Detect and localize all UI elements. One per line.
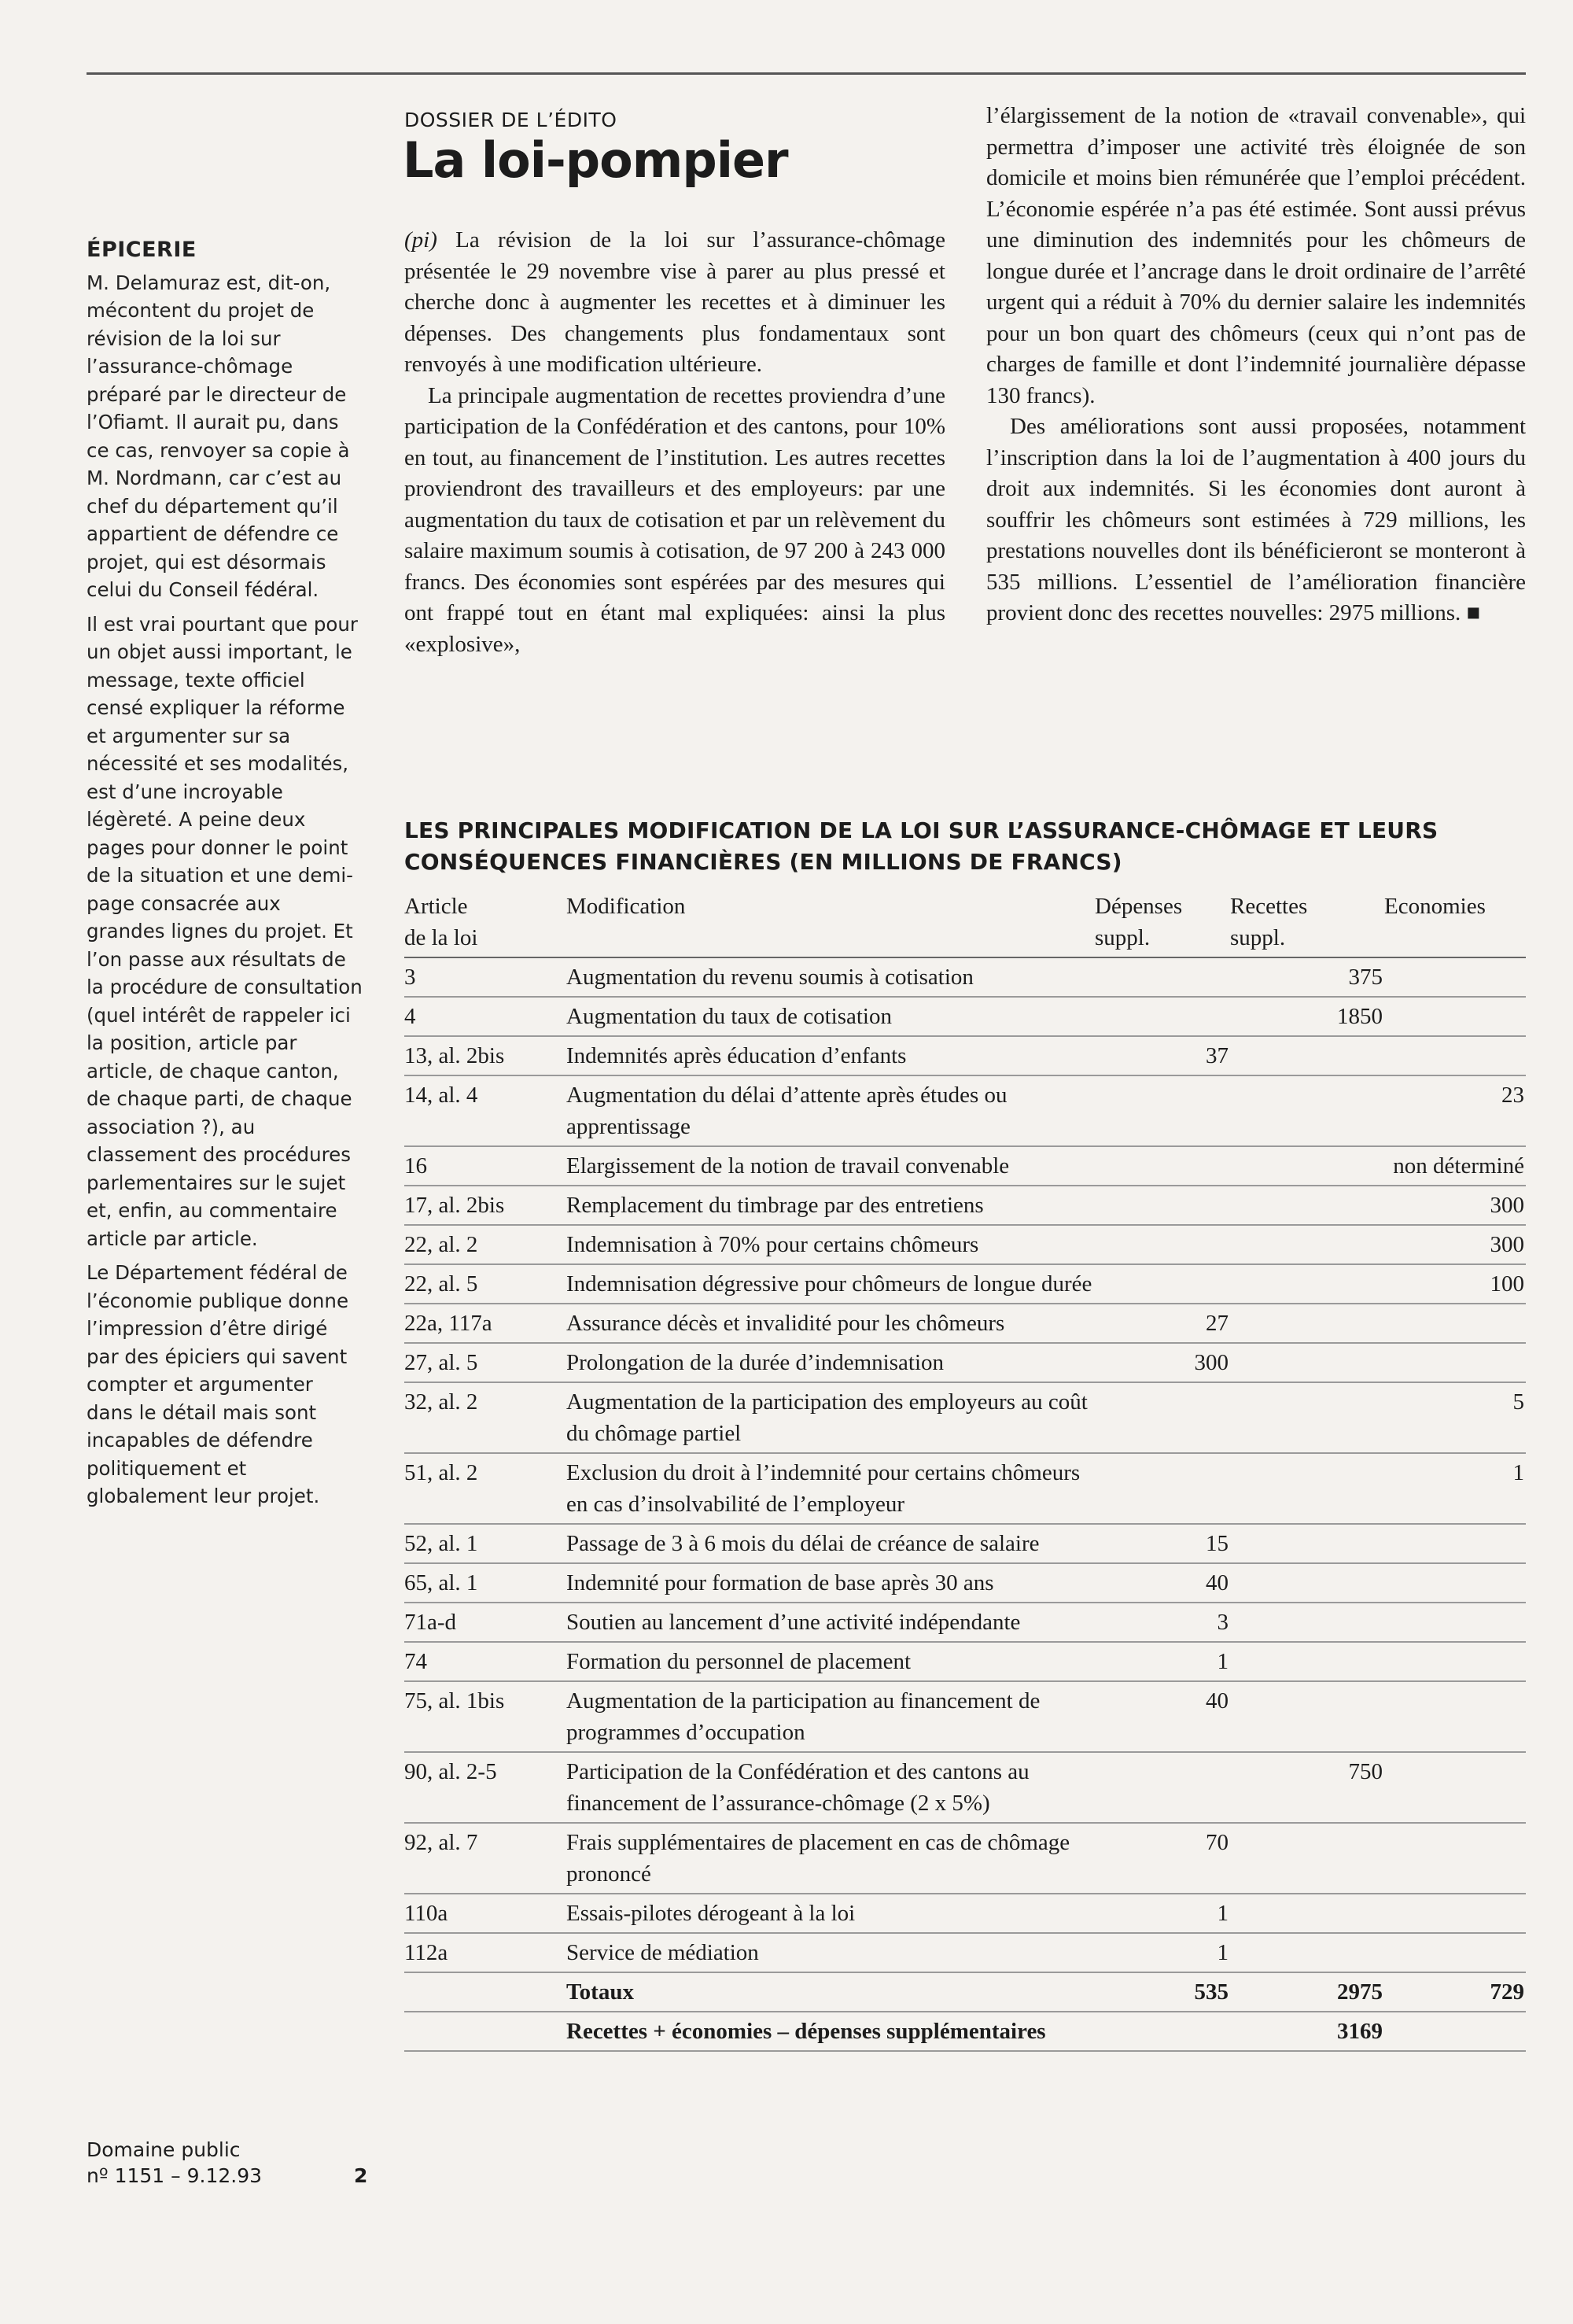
sidebar-paragraph: M. Delamuraz est, dit-on, mécontent du projet de révision de la loi sur l’assurance-chômage préparé par le directeur de l’Ofiamt. Il aurait pu, dans ce cas, renvoyer sa copie à M. Nordmann, car c’est au chef du département qu’il appartient de défendre ce projet, qui est désormais celui du Conseil fédéral. [87, 271, 350, 601]
cell-recettes [1230, 1642, 1384, 1681]
balance-label: Recettes + économies – dépenses supplémentaires [566, 2019, 1046, 2044]
cell-depenses: 1 [1217, 1940, 1229, 1965]
cell-modification: Participation de la Confédération et des cantons au financement de l’assurance-chômage (2 x 5%) [566, 1759, 1030, 1816]
cell-recettes [1230, 1382, 1384, 1453]
cell-article: 32, al. 2 [404, 1389, 478, 1415]
cell-modification: Elargissement de la notion de travail convenable [566, 1153, 1010, 1179]
cell-economies [1384, 1823, 1526, 1894]
cell-depenses [1095, 997, 1230, 1036]
table-row [404, 1075, 1526, 1146]
cell-economies: 300 [1490, 1193, 1524, 1218]
sidebar-paragraph: Le Département fédéral de l’économie publique donne l’impression d’être dirigé par des épiciers qui savent compter et argumenter dans le détail mais sont incapables de défendre politiquement et globalement leur projet. [87, 1261, 349, 1507]
cell-recettes [1230, 1933, 1384, 1972]
cell-article: 92, al. 7 [404, 1830, 478, 1855]
table-row [404, 1642, 1526, 1681]
table-row [404, 1524, 1526, 1563]
table-row [404, 1186, 1526, 1225]
cell-article: 16 [404, 1153, 427, 1179]
cell-article: 71a-d [404, 1610, 457, 1635]
table-row [404, 1304, 1526, 1343]
cell-modification: Service de médiation [566, 1940, 759, 1965]
cell-economies [1384, 1524, 1526, 1563]
page-footer [87, 2137, 370, 2189]
cell-recettes [1230, 1304, 1384, 1343]
cell-economies [1384, 1933, 1526, 1972]
issue-number: nº 1151 – 9.12.93 [87, 2164, 263, 2187]
cell-modification: Augmentation de la participation au financement de programmes d’occupation [566, 1688, 1041, 1745]
cell-article: 22, al. 5 [404, 1271, 478, 1297]
table-row [404, 1681, 1526, 1752]
table-row [404, 1382, 1526, 1453]
cell-modification: Essais-pilotes dérogeant à la loi [566, 1901, 856, 1926]
cell-article: 4 [404, 1004, 416, 1029]
cell-depenses [1095, 1752, 1230, 1823]
cell-economies [1384, 1343, 1526, 1382]
cell-depenses [1095, 1264, 1230, 1304]
article-paragraph: l’élargissement de la notion de «travail convenable», qui permettra d’imposer une activité très éloignée de son domicile et moins bien rémunérée que l’emploi précédent. L’économie espérée n’a pas été estimée. Sont aussi prévus une diminution des indemnités pour les chômeurs de longue durée et l’ancrage dans le droit ordinaire de l’arrêté urgent qui a réduit à 70% du dernier salaire les indemnités pour un bon quart des chômeurs (ceux qui n’ont pas de charges de famille et dont l’indemnité journalière dépasse 130 francs). [986, 103, 1526, 408]
sidebar-column [87, 236, 363, 1517]
cell-article: 65, al. 1 [404, 1570, 478, 1595]
cell-modification: Passage de 3 à 6 mois du délai de créance de salaire [566, 1531, 1040, 1556]
cell-article: 22, al. 2 [404, 1232, 478, 1257]
cell-economies [1384, 1563, 1526, 1603]
cell-article: 75, al. 1bis [404, 1688, 505, 1713]
cell-modification: Soutien au lancement d’une activité indépendante [566, 1610, 1021, 1635]
cell-modification: Augmentation du revenu soumis à cotisation [566, 965, 974, 990]
cell-economies: 1 [1512, 1460, 1524, 1485]
cell-depenses: 37 [1206, 1043, 1229, 1068]
cell-article: 22a, 117a [404, 1311, 492, 1336]
cell-economies [1384, 1304, 1526, 1343]
cell-economies [1384, 997, 1526, 1036]
cell-modification: Indemnités après éducation d’enfants [566, 1043, 907, 1068]
modifications-table [404, 889, 1526, 2052]
end-mark: ■ [1466, 600, 1481, 625]
cell-depenses: 15 [1206, 1531, 1229, 1556]
totals-depenses: 535 [1194, 1979, 1229, 2005]
cell-modification: Prolongation de la durée d’indemnisation [566, 1350, 945, 1375]
cell-depenses [1095, 1453, 1230, 1524]
cell-recettes [1230, 1146, 1384, 1186]
cell-modification: Augmentation du taux de cotisation [566, 1004, 892, 1029]
article-kicker: DOSSIER DE L’ÉDITO [404, 109, 617, 131]
article-paragraph: Des améliorations sont aussi proposées, notamment l’inscription dans la loi de l’augmentation à 400 jours du droit aux indemnités. Si les économies dont auront à souffrir les chômeurs sont estimées à 729 millions, les prestations nouvelles dont ils bénéficieront se monteront à 535 millions. L’essentiel de l’amélioration financière provient donc des recettes nouvelles: 2975 millions. ■ [986, 414, 1526, 625]
page-number: 2 [354, 2164, 368, 2187]
cell-economies [1384, 1642, 1526, 1681]
cell-article: 13, al. 2bis [404, 1043, 505, 1068]
cell-modification: Indemnité pour formation de base après 30 ans [566, 1570, 994, 1595]
table-row [404, 1933, 1526, 1972]
cell-depenses [1095, 1186, 1230, 1225]
cell-recettes: 1850 [1337, 1004, 1383, 1029]
cell-article: 112a [404, 1940, 448, 1965]
cell-depenses: 300 [1194, 1350, 1229, 1375]
cell-article: 27, al. 5 [404, 1350, 478, 1375]
cell-recettes [1230, 1343, 1384, 1382]
cell-economies: 5 [1512, 1389, 1524, 1415]
cell-recettes [1230, 1075, 1384, 1146]
header-economies: Economies [1384, 894, 1486, 919]
table-row [404, 957, 1526, 997]
cell-economies [1384, 1603, 1526, 1642]
header-article: Article de la loi [404, 894, 478, 950]
cell-article: 17, al. 2bis [404, 1193, 505, 1218]
cell-depenses: 3 [1217, 1610, 1229, 1635]
table-row [404, 997, 1526, 1036]
cell-economies [1384, 957, 1526, 997]
cell-recettes [1230, 1453, 1384, 1524]
article-paragraph: La principale augmentation de recettes proviendra d’une participation de la Confédération et des cantons, pour 10% en tout, au financement de l’institution. Les autres recettes proviendront des travailleurs et des employeurs: par une augmentation du taux de cotisation et par un relèvement du salaire maximum soumis à cotisation, de 97 200 à 243 000 francs. Des économies sont espérées par des mesures qui ont frappé tout en étant mal expliquées: ainsi la plus «explosive», [404, 382, 945, 657]
header-modification: Modification [566, 894, 686, 919]
cell-recettes [1230, 1264, 1384, 1304]
totals-economies: 729 [1490, 1979, 1524, 2005]
cell-economies [1384, 1681, 1526, 1752]
cell-modification: Assurance décès et invalidité pour les chômeurs [566, 1311, 1005, 1336]
cell-modification: Frais supplémentaires de placement en cas de chômage prononcé [566, 1830, 1070, 1887]
publication-name: Domaine public [87, 2138, 241, 2161]
cell-depenses: 70 [1206, 1830, 1229, 1855]
cell-article: 110a [404, 1901, 448, 1926]
cell-economies: non déterminé [1393, 1153, 1524, 1179]
cell-article: 74 [404, 1649, 427, 1674]
table-title: LES PRINCIPALES MODIFICATION DE LA LOI SUR L’ASSURANCE-CHÔMAGE ET LEURS CONSÉQUENCES FINANCIÈRES (EN MILLIONS DE FRANCS) [404, 817, 1439, 875]
sidebar-paragraph: Il est vrai pourtant que pour un objet aussi important, le message, texte officiel censé expliquer la réforme et argumenter sur sa nécessité et ses modalités, est d’une incroyable légèreté. A peine deux pages pour donner le point de la situation et une demi-page consacrée aux grandes lignes du projet. Et l’on passe aux résultats de la procédure de consultation (quel intérêt de rappeler ici la position, article par article, de chaque canton, de chaque parti, de chaque association ?), au classement des procédures parlementaires sur le sujet et, enfin, au commentaire article par article. [87, 612, 363, 1250]
totals-label: Totaux [566, 1979, 634, 2005]
cell-economies: 300 [1490, 1232, 1524, 1257]
table-row [404, 1894, 1526, 1933]
header-recettes: Recettes suppl. [1230, 894, 1308, 950]
totals-recettes: 2975 [1337, 1979, 1383, 2005]
cell-economies [1384, 1752, 1526, 1823]
sidebar-heading: ÉPICERIE [87, 238, 197, 262]
cell-depenses: 40 [1206, 1688, 1229, 1713]
top-rule [87, 72, 1526, 75]
cell-recettes [1230, 1186, 1384, 1225]
cell-article: 51, al. 2 [404, 1460, 478, 1485]
balance-row [404, 2012, 1526, 2051]
cell-depenses [1095, 1225, 1230, 1264]
cell-recettes [1230, 1225, 1384, 1264]
cell-recettes [1230, 1524, 1384, 1563]
cell-modification: Indemnisation à 70% pour certains chômeurs [566, 1232, 979, 1257]
table-row [404, 1603, 1526, 1642]
cell-article: 52, al. 1 [404, 1531, 478, 1556]
table-row [404, 1453, 1526, 1524]
header-depenses: Dépenses suppl. [1095, 894, 1183, 950]
cell-modification: Exclusion du droit à l’indemnité pour certains chômeurs en cas d’insolvabilité de l’employeur [566, 1460, 1081, 1517]
author-initials: (pi) [404, 227, 437, 253]
cell-recettes [1230, 1036, 1384, 1075]
cell-modification: Augmentation du délai d’attente après études ou apprentissage [566, 1083, 1008, 1139]
cell-recettes [1230, 1894, 1384, 1933]
cell-economies: 23 [1501, 1083, 1524, 1108]
cell-depenses: 1 [1217, 1649, 1229, 1674]
cell-modification: Remplacement du timbrage par des entretiens [566, 1193, 984, 1218]
table-row [404, 1264, 1526, 1304]
cell-recettes: 375 [1348, 965, 1383, 990]
article-column-2 [986, 101, 1526, 629]
table-row [404, 1036, 1526, 1075]
table-row [404, 1823, 1526, 1894]
cell-modification: Indemnisation dégressive pour chômeurs de longue durée [566, 1271, 1092, 1297]
cell-article: 14, al. 4 [404, 1083, 478, 1108]
table-row [404, 1752, 1526, 1823]
cell-modification: Augmentation de la participation des employeurs au coût du chômage partiel [566, 1389, 1088, 1446]
cell-economies [1384, 1036, 1526, 1075]
table-row [404, 1343, 1526, 1382]
totals-row [404, 1972, 1526, 2012]
article-paragraph: (pi) La révision de la loi sur l’assurance-chômage présentée le 29 novembre vise à parer au plus pressé et cherche donc à augmenter les recettes et à diminuer les dépenses. Des changements plus fondamentaux sont renvoyés à une modification ultérieure. [404, 227, 946, 377]
cell-depenses: 40 [1206, 1570, 1229, 1595]
cell-depenses: 1 [1217, 1901, 1229, 1926]
article-title: La loi-pompier [403, 131, 788, 189]
table-header-row [404, 889, 1526, 957]
cell-recettes [1230, 1603, 1384, 1642]
cell-depenses: 27 [1206, 1311, 1229, 1336]
cell-depenses [1095, 1075, 1230, 1146]
cell-recettes [1230, 1563, 1384, 1603]
cell-depenses [1095, 957, 1230, 997]
table-row [404, 1146, 1526, 1186]
balance-value: 3169 [1337, 2019, 1383, 2044]
cell-depenses [1095, 1146, 1230, 1186]
cell-economies [1384, 1894, 1526, 1933]
cell-recettes [1230, 1681, 1384, 1752]
cell-article: 3 [404, 965, 416, 990]
cell-economies: 100 [1490, 1271, 1524, 1297]
table-row [404, 1563, 1526, 1603]
cell-article: 90, al. 2-5 [404, 1759, 497, 1784]
cell-depenses [1095, 1382, 1230, 1453]
table-row [404, 1225, 1526, 1264]
cell-recettes [1230, 1823, 1384, 1894]
article-column-1 [404, 225, 945, 660]
cell-modification: Formation du personnel de placement [566, 1649, 912, 1674]
cell-recettes: 750 [1348, 1759, 1383, 1784]
